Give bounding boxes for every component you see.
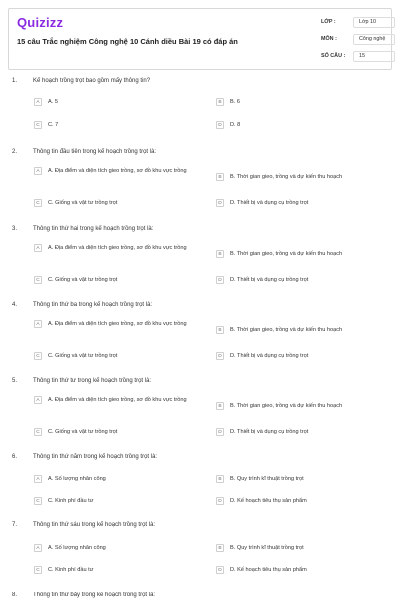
option-d[interactable] — [216, 352, 376, 361]
question — [12, 378, 390, 442]
option-b[interactable] — [216, 173, 376, 182]
option-c[interactable] — [34, 276, 194, 285]
meta-subject-value: Công nghệ — [353, 34, 395, 45]
option-letter: C — [34, 199, 42, 207]
option-letter: C — [34, 497, 42, 505]
question-text: Thông tin thứ sáu trong kế hoạch trồng trọt là: — [33, 522, 156, 528]
option-text: D. Thiết bị và dụng cụ trồng trọt — [230, 353, 309, 359]
option-text: D. Thiết bị và dụng cụ trồng trọt — [230, 429, 309, 435]
option-text: A. 5 — [48, 99, 58, 105]
option-a[interactable] — [34, 544, 194, 553]
option-c[interactable] — [34, 352, 194, 361]
option-text: D. Kế hoạch tiêu thụ sản phẩm — [230, 498, 307, 504]
option-text: B. Quy trình kĩ thuật trồng trọt — [230, 476, 304, 482]
option-text: B. Thời gian gieo, trồng và dự kiến thu hoạch — [230, 251, 343, 257]
option-a[interactable] — [34, 167, 194, 176]
option-text: B. Quy trình kĩ thuật trồng trọt — [230, 545, 304, 551]
meta-subject-row — [321, 32, 395, 46]
option-text: A. Địa điểm và diện tích gieo trồng, sơ đồ khu vực trồng — [48, 245, 187, 251]
option-d[interactable] — [216, 121, 376, 130]
meta-class-value: Lớp 10 — [353, 17, 395, 28]
meta-count-row — [321, 49, 395, 63]
meta-count-value: 15 — [353, 51, 395, 62]
option-letter: D — [216, 121, 224, 129]
option-c[interactable] — [34, 121, 194, 130]
option-letter: C — [34, 428, 42, 436]
question — [12, 592, 390, 600]
option-text: B. Thời gian gieo, trồng và dự kiến thu hoạch — [230, 403, 343, 409]
question-text: Thông tin thứ ba trong kế hoạch trồng trọt là: — [33, 302, 153, 308]
option-text: C. Giống và vật tư trồng trọt — [48, 429, 118, 435]
question-number: 7. — [12, 522, 18, 528]
option-letter: B — [216, 326, 224, 334]
option-text: B. Thời gian gieo, trồng và dự kiến thu hoạch — [230, 327, 343, 333]
option-d[interactable] — [216, 497, 376, 506]
option-letter: B — [216, 250, 224, 258]
option-text: C. Giống và vật tư trồng trọt — [48, 277, 118, 283]
option-letter: D — [216, 428, 224, 436]
meta-class-label: LỚP : — [321, 19, 336, 25]
option-letter: D — [216, 352, 224, 360]
option-c[interactable] — [34, 199, 194, 208]
worksheet-meta — [321, 15, 395, 66]
option-a[interactable] — [34, 396, 194, 405]
option-letter: C — [34, 352, 42, 360]
option-letter: D — [216, 566, 224, 574]
question — [12, 522, 390, 578]
option-letter: B — [216, 475, 224, 483]
question-number: 8. — [12, 592, 18, 598]
option-letter: A — [34, 544, 42, 552]
option-letter: A — [34, 396, 42, 404]
option-letter: B — [216, 544, 224, 552]
option-letter: C — [34, 121, 42, 129]
option-letter: D — [216, 276, 224, 284]
option-text: A. Địa điểm và diện tích gieo trồng, sơ đồ khu vực trồng — [48, 397, 187, 403]
meta-class-row — [321, 15, 395, 29]
worksheet-header — [8, 8, 392, 70]
question-number: 5. — [12, 378, 18, 384]
option-letter: B — [216, 402, 224, 410]
question-number: 4. — [12, 302, 18, 308]
question-text: Thông tin đầu tiên trong kế hoạch trồng trọt là: — [33, 149, 157, 155]
option-text: C. Kinh phí đầu tư — [48, 498, 94, 504]
option-d[interactable] — [216, 566, 376, 575]
option-text: D. Thiết bị và dụng cụ trồng trọt — [230, 277, 309, 283]
question — [12, 78, 390, 134]
meta-count-label: SỐ CÂU : — [321, 53, 346, 59]
option-text: D. Thiết bị và dụng cụ trồng trọt — [230, 200, 309, 206]
option-c[interactable] — [34, 497, 194, 506]
option-letter: A — [34, 98, 42, 106]
option-letter: C — [34, 566, 42, 574]
question-text: Thông tin thứ năm trong kế hoạch trồng trọt là: — [33, 454, 158, 460]
option-text: A. Số lượng nhân công — [48, 545, 106, 551]
option-a[interactable] — [34, 98, 194, 107]
option-d[interactable] — [216, 428, 376, 437]
option-text: A. Địa điểm và diện tích gieo trồng, sơ đồ khu vực trồng — [48, 321, 187, 327]
option-b[interactable] — [216, 98, 376, 107]
question-text: Kế hoạch trồng trọt bao gồm mấy thông tin? — [33, 78, 151, 84]
option-c[interactable] — [34, 566, 194, 575]
option-text: C. Giống và vật tư trồng trọt — [48, 353, 118, 359]
question — [12, 226, 390, 290]
option-letter: A — [34, 167, 42, 175]
option-letter: B — [216, 173, 224, 181]
question-number: 6. — [12, 454, 18, 460]
question-number: 2. — [12, 149, 18, 155]
meta-subject-label: MÔN : — [321, 36, 337, 42]
question-number: 1. — [12, 78, 18, 84]
question — [12, 302, 390, 366]
worksheet-title: 15 câu Trắc nghiệm Công nghệ 10 Cánh diều Bài 19 có đáp án — [17, 37, 238, 46]
option-a[interactable] — [34, 244, 194, 253]
option-text: B. 6 — [230, 99, 240, 105]
option-letter: A — [34, 475, 42, 483]
question — [12, 454, 390, 510]
option-a[interactable] — [34, 475, 194, 484]
option-a[interactable] — [34, 320, 194, 329]
option-b[interactable] — [216, 402, 376, 411]
option-text: C. Giống và vật tư trồng trọt — [48, 200, 118, 206]
question-text: Thông tin thứ hai trong kế hoạch trồng trọt là: — [33, 226, 154, 232]
option-text: A. Số lượng nhân công — [48, 476, 106, 482]
question-text: Thông tin thứ tư trong kế hoạch trồng trọt là: — [33, 378, 152, 384]
question — [12, 149, 390, 213]
option-b[interactable] — [216, 250, 376, 259]
option-letter: D — [216, 199, 224, 207]
option-letter: C — [34, 276, 42, 284]
option-text: D. Kế hoạch tiêu thụ sản phẩm — [230, 567, 307, 573]
option-text: C. 7 — [48, 122, 59, 128]
option-c[interactable] — [34, 428, 194, 437]
option-text: C. Kinh phí đầu tư — [48, 567, 94, 573]
option-d[interactable] — [216, 276, 376, 285]
option-text: A. Địa điểm và diện tích gieo trồng, sơ đồ khu vực trồng — [48, 168, 187, 174]
option-letter: A — [34, 320, 42, 328]
option-letter: B — [216, 98, 224, 106]
option-b[interactable] — [216, 544, 376, 553]
option-d[interactable] — [216, 199, 376, 208]
option-text: B. Thời gian gieo, trồng và dự kiến thu hoạch — [230, 174, 343, 180]
question-number: 3. — [12, 226, 18, 232]
option-b[interactable] — [216, 475, 376, 484]
option-letter: D — [216, 497, 224, 505]
option-letter: A — [34, 244, 42, 252]
option-text: D. 8 — [230, 122, 241, 128]
question-text: Thông tin thứ bảy trong kế hoạch trồng trọt là: — [33, 592, 156, 598]
quizizz-logo: Quizizz — [17, 15, 64, 30]
option-b[interactable] — [216, 326, 376, 335]
